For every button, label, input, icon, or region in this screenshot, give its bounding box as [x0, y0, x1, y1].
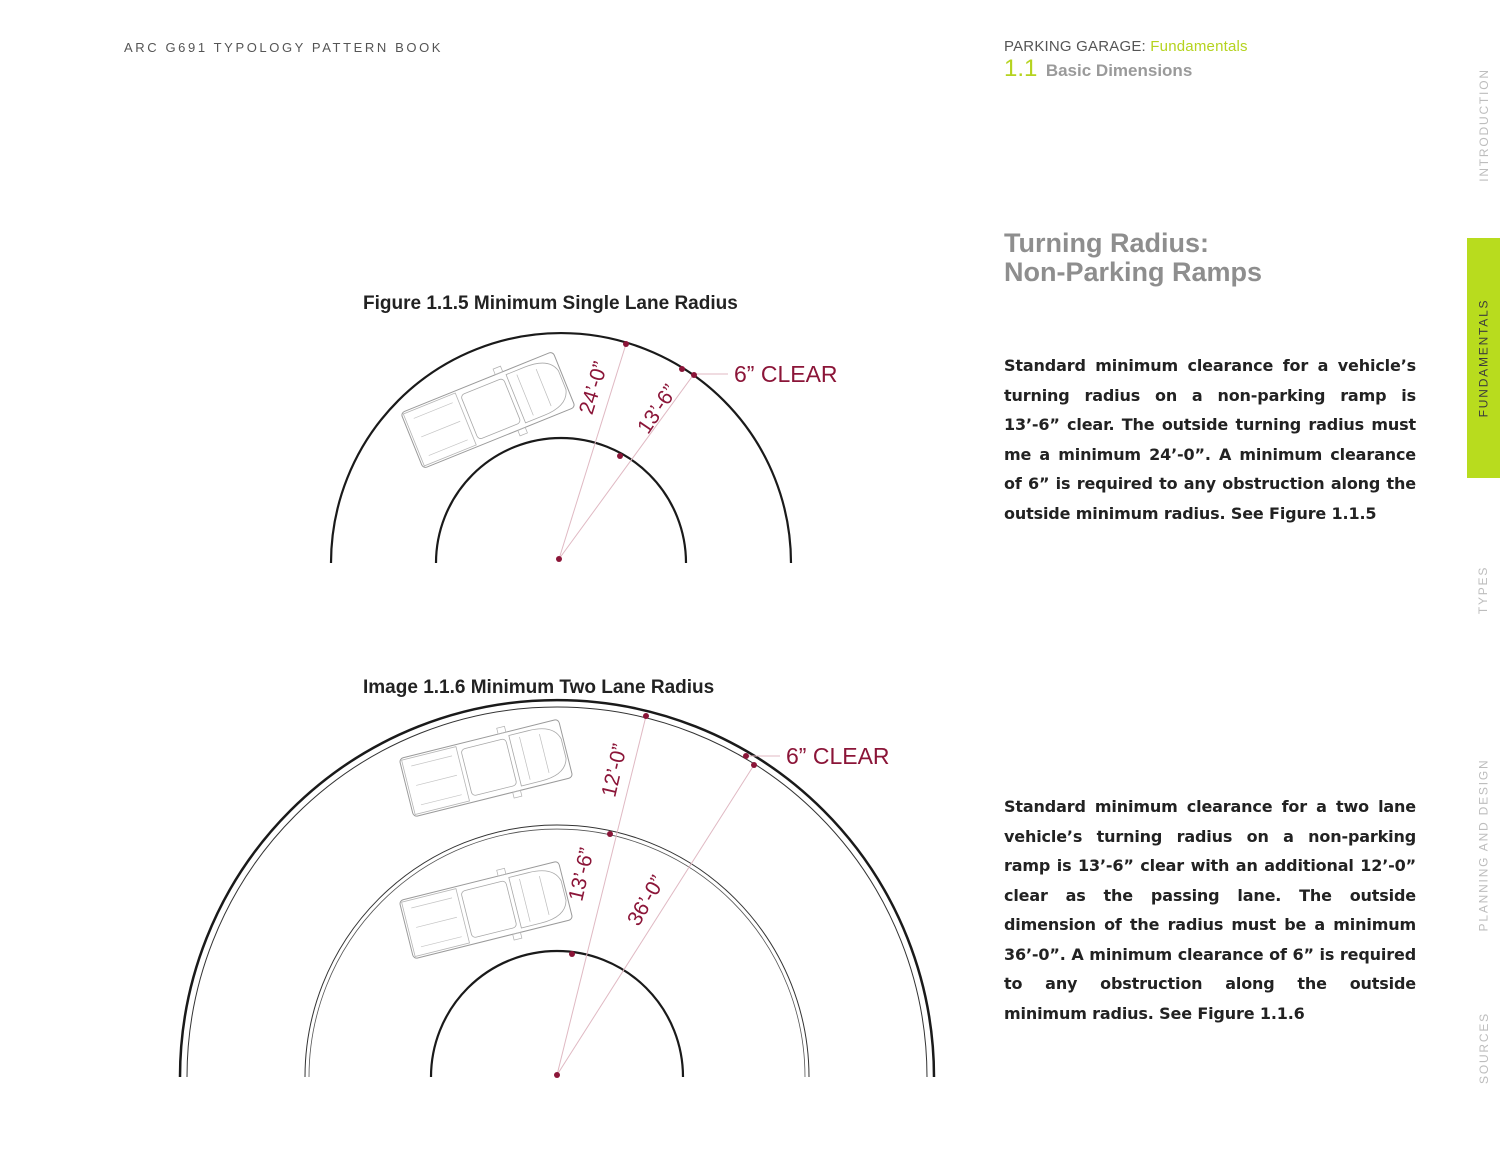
section-label: PARKING GARAGE:: [1004, 38, 1146, 55]
fig1-outer-dim-label: 24’-0”: [574, 359, 613, 418]
fig2-dot: [607, 831, 613, 837]
section-accent: Fundamentals: [1150, 38, 1248, 55]
section-number-line: [1004, 55, 1248, 83]
fig2-clear-label: 6” CLEAR: [786, 743, 890, 769]
fig1-clear-label: 6” CLEAR: [734, 361, 838, 387]
tab-types-label: TYPES: [1476, 565, 1491, 615]
page-heading: [1004, 229, 1424, 287]
fig2-lane-dim-label: 12’-0”: [597, 741, 632, 800]
figure-1-caption: Figure 1.1.5 Minimum Single Lane Radius: [363, 293, 738, 314]
tab-planning-and-design[interactable]: [1467, 755, 1500, 935]
paragraph-single-lane: Standard minimum clearance for a vehicle’s turning radius on a non-parking ramp is 13’-6” clear. The outside turning radius must me a minimum 24’-0”. A minimum clearance of 6” is required to any obstruction along the outside minimum radius. See Figure 1.1.5: [1004, 356, 1416, 523]
fig2-inner-dim-label: 13’-6”: [564, 845, 599, 904]
paragraph-two-lane: Standard minimum clearance for a two lane vehicle’s turning radius on a non-parking ramp is 13’-6” clear with an additional 12’-0” clear as the passing lane. The outside dimension of the radius must be a minimum 36’-0”. A minimum clearance of 6” is required to any obstruction along the outside minimum radius. See Figure 1.1.6: [1004, 797, 1416, 1023]
fig2-dot: [751, 762, 757, 768]
fig2-dot: [743, 753, 749, 759]
fig1-truck: [398, 346, 577, 474]
fig2-dim-line-right: [557, 765, 754, 1075]
fig1-dot: [691, 372, 697, 378]
section-header: [1004, 38, 1248, 83]
tab-introduction-label: INTRODUCTION: [1476, 68, 1491, 182]
tab-sources[interactable]: [1467, 1005, 1500, 1090]
book-title: ARC G691 TYPOLOGY PATTERN BOOK: [124, 40, 444, 55]
fig1-dot: [623, 341, 629, 347]
tab-introduction[interactable]: [1467, 60, 1500, 190]
tab-planning-and-design-label: PLANNING AND DESIGN: [1476, 758, 1491, 932]
heading-line-2: Non-Parking Ramps: [1004, 257, 1263, 287]
fig1-outer-arc: [331, 333, 791, 563]
section-label-line: [1004, 38, 1248, 55]
tab-fundamentals[interactable]: [1467, 238, 1500, 478]
fig2-dot: [643, 713, 649, 719]
fig2-truck-outer: [398, 713, 575, 823]
figure-2-caption: Image 1.1.6 Minimum Two Lane Radius: [363, 677, 715, 698]
figure-1-diagram: [331, 333, 838, 563]
section-number: 1.1: [1004, 55, 1038, 82]
fig2-dot: [569, 951, 575, 957]
fig1-center-dot: [556, 556, 562, 562]
fig2-inner-arc: [431, 951, 683, 1077]
fig2-truck-inner: [398, 855, 575, 965]
tab-types[interactable]: [1467, 550, 1500, 630]
fig1-inner-arc: [436, 438, 686, 563]
tab-fundamentals-label: FUNDAMENTALS: [1476, 298, 1491, 418]
fig2-outer-dim-label: 36’-0”: [622, 871, 670, 930]
fig1-dot: [617, 453, 623, 459]
section-subtitle: Basic Dimensions: [1045, 61, 1193, 80]
tab-sources-label: SOURCES: [1476, 1011, 1491, 1084]
fig1-inner-dim-label: 13’-6”: [633, 380, 683, 439]
heading-line-1: Turning Radius:: [1004, 228, 1209, 258]
figure-2-diagram: [180, 700, 934, 1078]
section-sidebar: [1467, 0, 1500, 1166]
fig1-dot: [679, 366, 685, 372]
fig2-center-dot: [554, 1072, 560, 1078]
